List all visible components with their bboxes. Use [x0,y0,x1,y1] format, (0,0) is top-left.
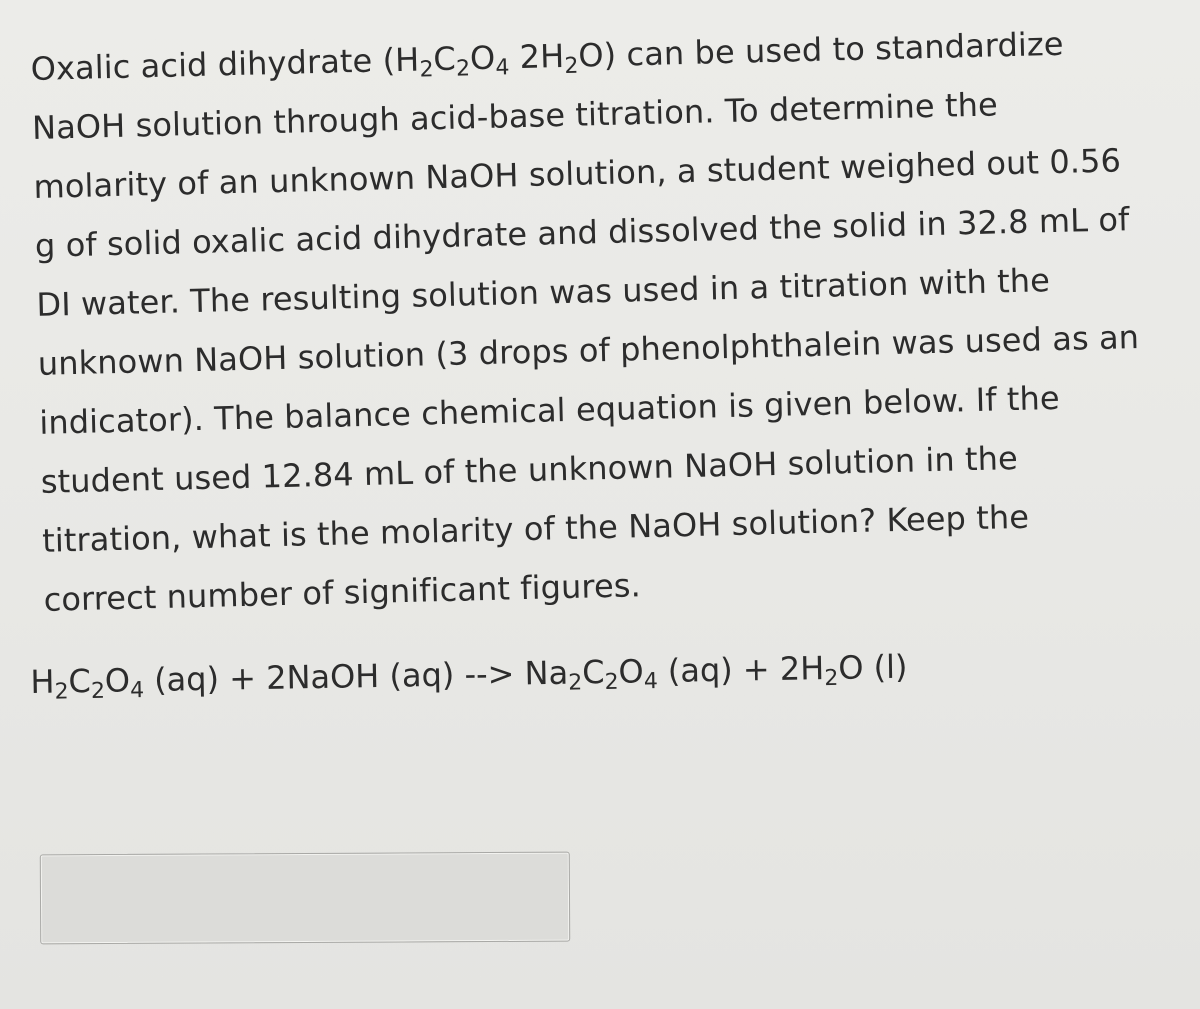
question-line-2: NaOH solution through acid-base titration. To determine the [31,85,999,147]
answer-input[interactable] [40,852,570,945]
question-line-8: student used 12.84 mL of the unknown NaOH solution in the [40,438,1019,501]
question-line-9: titration, what is the molarity of the NaOH solution? Keep the [41,497,1030,560]
question-line-5: DI water. The resulting solution was used in a titration with the [36,261,1051,324]
question-line-6: unknown NaOH solution (3 drops of phenolphthalein was used as an [37,317,1140,383]
question-line-7: indicator). The balance chemical equation is given below. If the [38,378,1061,442]
question-line-1: Oxalic acid dihydrate ($H_2C_2O_4$ $2H_2O$) can be used to standardize [30,24,1064,88]
question-line-4: g of solid oxalic acid dihydrate and dissolved the solid in 32.8 mL of [34,200,1130,265]
question-text [30,12,1200,630]
question-line-3: molarity of an unknown NaOH solution, a student weighed out 0.56 [33,141,1122,206]
question-line-10: correct number of significant figures. [43,566,642,619]
chemical-equation: $H_2C_2O_4$ (aq) + 2NaOH (aq) --> $Na_2C_2O_4$ $(aq) + 2H_2O$ (l) [30,647,908,705]
